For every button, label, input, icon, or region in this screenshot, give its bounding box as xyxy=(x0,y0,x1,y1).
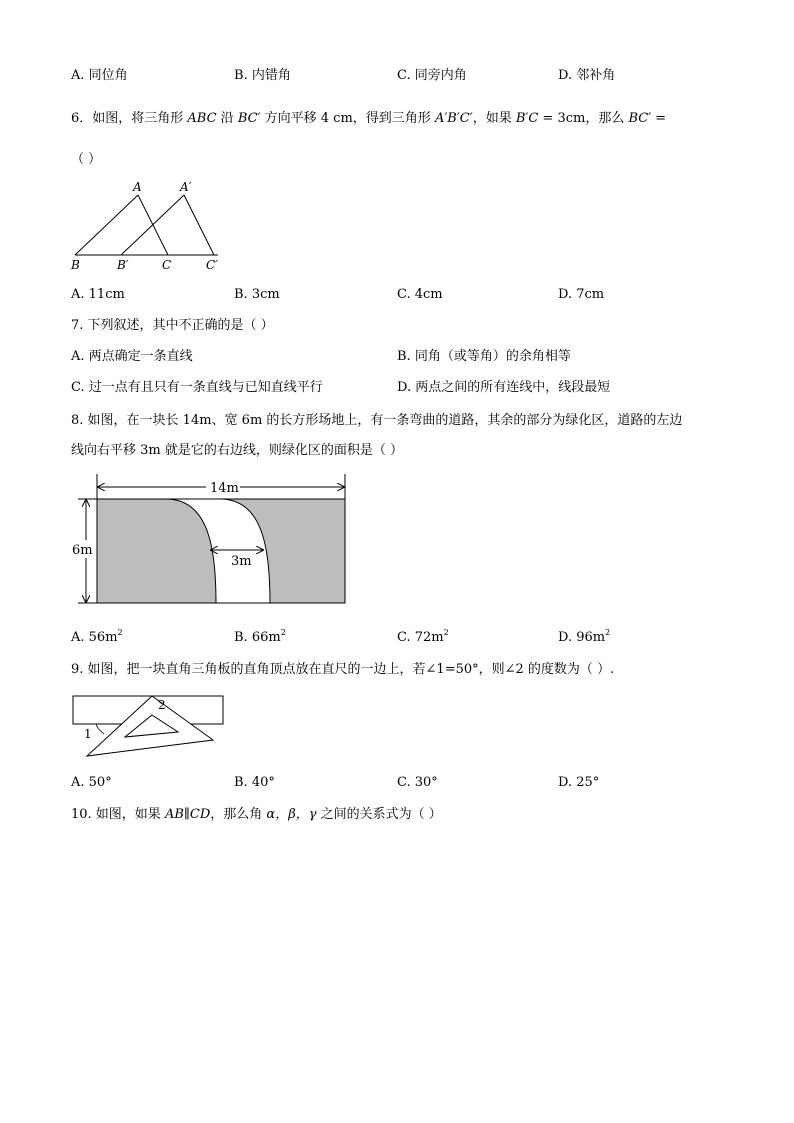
q7-option-d: D. 两点之间的所有连线中，线段最短 xyxy=(397,380,611,395)
label-c1: C′ xyxy=(206,258,218,272)
q5-option-b: B. 内错角 xyxy=(234,68,291,83)
q8-stem-line1: 8. 如图，在一块长 14m、宽 6m 的长方形场地上，有一条弯曲的道路，其余的部分为绿化区，道路的左边 xyxy=(71,413,683,428)
q6-option-b: B. 3cm xyxy=(234,287,280,302)
side-a1c1 xyxy=(184,195,214,255)
q10-stem: 10. 如图，如果 AB∥CD，那么角 α，β，γ 之间的关系式为（ ） xyxy=(71,807,442,822)
q6-answer-paren: （ ） xyxy=(71,152,102,167)
q6-stem: 6．如图，将三角形 ABC 沿 BC′ 方向平移 4 cm，得到三角形 A′B′C′，如果 B′C = 3cm，那么 BC′ = xyxy=(71,111,667,126)
q9-ruler-triangle-figure xyxy=(70,690,230,760)
angle2-label: 2 xyxy=(158,698,166,712)
q9-option-a: A. 50° xyxy=(71,775,112,790)
q5-option-c: C. 同旁内角 xyxy=(397,68,467,83)
angle1-label: 1 xyxy=(84,727,92,741)
width-label: 6m xyxy=(72,543,93,558)
q7-option-a: A. 两点确定一条直线 xyxy=(71,349,193,364)
label-b1: B′ xyxy=(117,258,129,272)
q5-option-d: D. 邻补角 xyxy=(558,68,616,83)
q7-option-c: C. 过一点有且只有一条直线与已知直线平行 xyxy=(71,380,323,395)
q6-option-a: A. 11cm xyxy=(71,287,125,302)
label-b: B xyxy=(71,258,80,272)
q9-option-c: C. 30° xyxy=(397,775,438,790)
q8-stem-line2: 线向右平移 3m 就是它的右边线，则绿化区的面积是（ ） xyxy=(71,443,403,458)
q6-option-c: C. 4cm xyxy=(397,287,443,302)
q8-option-d: D. $96m^2$ xyxy=(558,628,611,645)
q8-option-b: B. $66m^2$ xyxy=(234,628,286,645)
label-c: C xyxy=(162,258,172,272)
q9-option-b: B. 40° xyxy=(234,775,275,790)
q9-option-d: D. 25° xyxy=(558,775,600,790)
q6-option-d: D. 7cm xyxy=(558,287,605,302)
label-a: A xyxy=(133,180,142,194)
q9-stem: 9. 如图，把一块直角三角板的直角顶点放在直尺的一边上，若∠1=50°，则∠2 的度数为（ ）. xyxy=(71,662,615,677)
label-a1: A′ xyxy=(180,180,192,194)
q8-field-figure xyxy=(70,472,360,612)
q7-option-b: B. 同角（或等角）的余角相等 xyxy=(397,349,571,364)
q6-triangle-figure xyxy=(68,180,228,270)
side-ab xyxy=(75,195,138,255)
q8-option-c: C. $72m^2$ xyxy=(397,628,449,645)
q5-option-a: A. 同位角 xyxy=(71,68,128,83)
length-label: 14m xyxy=(210,481,239,496)
q8-option-a: A. $56m^2$ xyxy=(71,628,123,645)
shift-label: 3m xyxy=(231,554,252,569)
side-a1b1 xyxy=(121,195,184,255)
q7-stem: 7. 下列叙述，其中不正确的是（ ） xyxy=(71,318,274,333)
